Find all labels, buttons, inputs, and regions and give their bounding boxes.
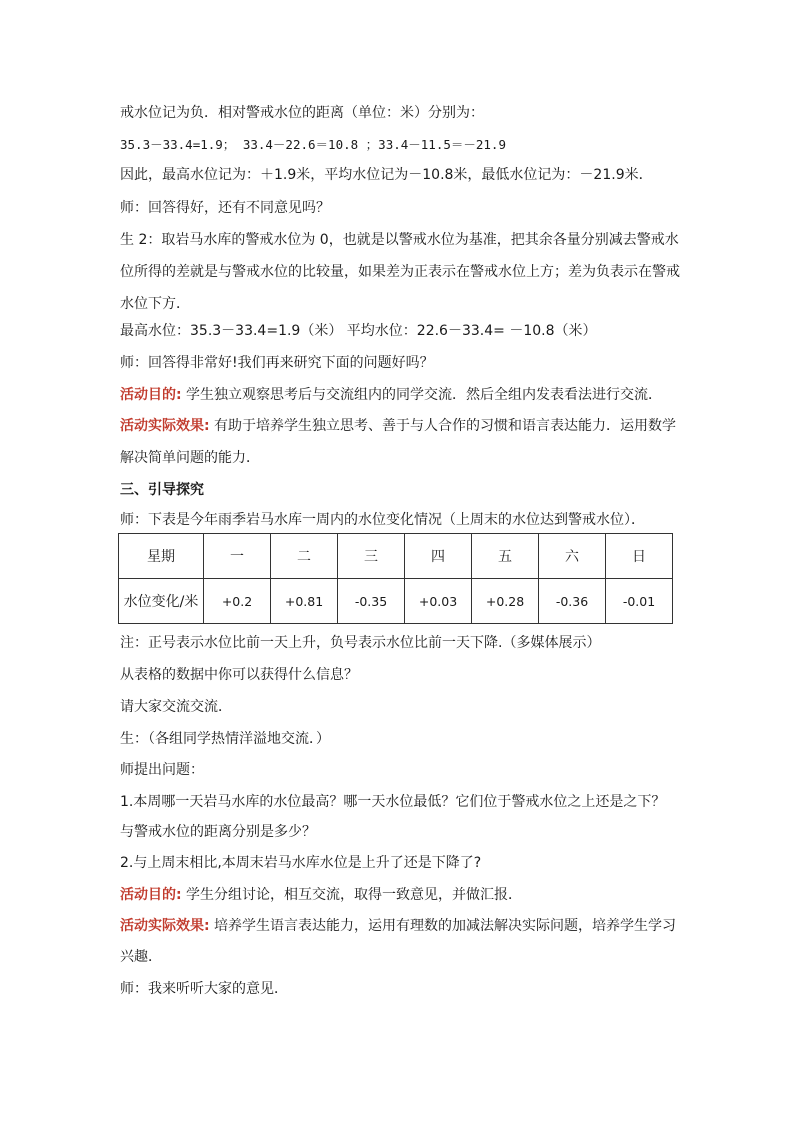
section-heading: 三、引导探究 xyxy=(120,482,204,498)
activity-purpose-label: 活动目的: xyxy=(120,887,182,903)
table-row xyxy=(119,579,673,624)
paragraph-line: 兴趣． xyxy=(120,949,162,965)
activity-purpose-line xyxy=(120,385,662,405)
paragraph-line: 生 2：取岩马水库的警戒水位为 0，也就是以警戒水位为基准，把其余各量分别减去警戒水 xyxy=(120,232,679,248)
table-cell: 六 xyxy=(539,534,606,579)
table-cell: 五 xyxy=(472,534,539,579)
activity-effect-line xyxy=(120,416,676,436)
table-note: 注：正号表示水位比前一天上升，负号表示水位比前一天下降.（多媒体展示） xyxy=(120,635,601,651)
paragraph-line: 戒水位记为负．相对警戒水位的距离（单位：米）分别为： xyxy=(120,105,484,121)
table-cell: -0.35 xyxy=(338,579,405,624)
table-cell: +0.28 xyxy=(472,579,539,624)
activity-effect-label: 活动实际效果: xyxy=(120,918,210,934)
paragraph-line: 位所得的差就是与警戒水位的比较量，如果差为正表示在警戒水位上方；差为负表示在警戒 xyxy=(120,264,680,280)
activity-purpose-label: 活动目的: xyxy=(120,387,182,403)
activity-purpose-text: 学生分组讨论，相互交流，取得一致意见，并做汇报． xyxy=(181,887,523,903)
activity-effect-text: 培养学生语言表达能力，运用有理数的加减法解决实际问题，培养学生学习 xyxy=(209,918,677,934)
paragraph-line: 请大家交流交流． xyxy=(120,699,232,715)
table-cell: -0.01 xyxy=(606,579,673,624)
table-cell: 水位变化/米 xyxy=(119,579,204,624)
activity-purpose-line xyxy=(120,885,522,905)
table-cell: 二 xyxy=(271,534,338,579)
table-header-row xyxy=(119,534,673,579)
table-cell: 日 xyxy=(606,534,673,579)
paragraph-line: 因此，最高水位记为：＋1.9米，平均水位记为－10.8米，最低水位记为：－21.9米． xyxy=(120,167,653,183)
paragraph-line: 解决简单问题的能力． xyxy=(120,450,260,466)
paragraph-line: 生：（各组同学热情洋溢地交流．） xyxy=(120,731,330,747)
question-line: 2.与上周末相比,本周末岩马水库水位是上升了还是下降了? xyxy=(120,855,482,871)
paragraph-line: 师：回答得好，还有不同意见吗？ xyxy=(120,200,330,216)
water-level-table xyxy=(118,533,673,624)
activity-effect-line xyxy=(120,916,676,936)
table-cell: 一 xyxy=(204,534,271,579)
paragraph-line: 从表格的数据中你可以获得什么信息？ xyxy=(120,667,358,683)
paragraph-line: 师：回答得非常好!我们再来研究下面的问题好吗？ xyxy=(120,355,434,371)
paragraph-line: 水位下方． xyxy=(120,296,190,312)
paragraph-line: 师：下表是今年雨季岩马水库一周内的水位变化情况（上周末的水位达到警戒水位）． xyxy=(120,512,645,528)
table-cell: 四 xyxy=(405,534,472,579)
paragraph-line: 师提出问题： xyxy=(120,762,204,778)
calculation-line: 35.3－33.4=1.9； 33.4－22.6＝10.8 ；33.4－11.5＝－21.9 xyxy=(120,137,506,152)
question-line: 1.本周哪一天岩马水库的水位最高？哪一天水位最低？它们位于警戒水位之上还是之下？ xyxy=(120,794,666,810)
table-cell: 星期 xyxy=(119,534,204,579)
table-cell: 三 xyxy=(338,534,405,579)
table-cell: +0.81 xyxy=(271,579,338,624)
activity-effect-label: 活动实际效果: xyxy=(120,418,210,434)
paragraph-line: 师：我来听听大家的意见． xyxy=(120,981,288,997)
table-cell: +0.2 xyxy=(204,579,271,624)
calculation-line: 最高水位：35.3－33.4=1.9（米） 平均水位：22.6－33.4= －10.8（米） xyxy=(120,323,597,339)
question-line: 与警戒水位的距离分别是多少？ xyxy=(120,824,316,840)
table-cell: +0.03 xyxy=(405,579,472,624)
table-cell: -0.36 xyxy=(539,579,606,624)
activity-effect-text: 有助于培养学生独立思考、善于与人合作的习惯和语言表达能力．运用数学 xyxy=(209,418,677,434)
activity-purpose-text: 学生独立观察思考后与交流组内的同学交流．然后全组内发表看法进行交流． xyxy=(181,387,663,403)
